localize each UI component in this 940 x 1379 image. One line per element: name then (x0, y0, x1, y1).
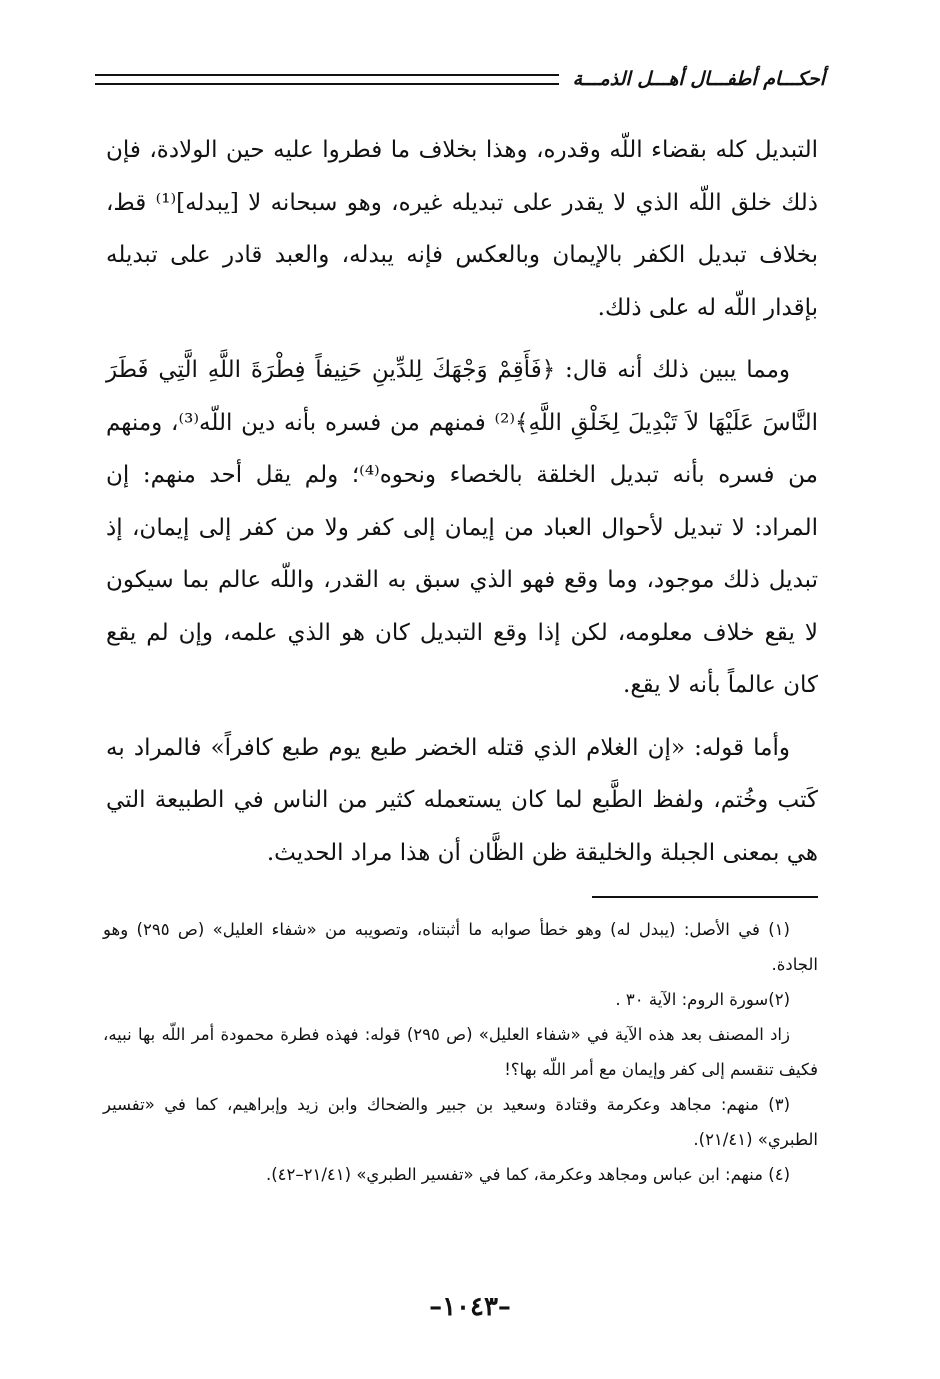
footnote-continuation: زاد المصنف بعد هذه الآية في «شفاء العليل» (ص ٢٩٥) قوله: فهذه فطرة محمودة أمر اللّه بها نبيه، فكيف تنقسم إلى كفر وإيمان مع أمر اللّه بها؟! (103, 1025, 818, 1079)
body-paragraph: ومما يبين ذلك أنه قال: ﴿فَأَقِمْ وَجْهَكَ لِلدِّينِ حَنِيفاً فِطْرَةَ اللَّهِ الَّتِي فَطَرَ النَّاسَ عَلَيْهَا لاَ تَبْدِيلَ لِخَلْقِ اللَّهِ﴾⁽²⁾ فمنهم من فسره بأنه دين اللّه⁽³⁾، ومنهم من فسره بأنه تبديل الخلقة بالخصاء ونحوه⁽⁴⁾؛ ولم يقل أحد منهم: إن المراد: لا تبديل لأحوال العباد من إيمان إلى كفر ولا من كفر إلى إيمان، إذ تبديل ذلك موجود، وما وقع فهو الذي سبق به القدر، واللّه عالم بما سيكون لا يقع خلاف معلومه، لكن إذا وقع التبديل كان هو الذي علمه، وإن لم يقع كان عالماً بأنه لا يقع. (106, 357, 818, 698)
footnotes (103, 912, 818, 1192)
footnote: (٤) منهم: ابن عباس ومجاهد وعكرمة، كما في «تفسير الطبري» (٢١/٤١–٤٢). (265, 1165, 790, 1184)
header-double-rule (95, 74, 559, 85)
body-paragraph: التبديل كله بقضاء اللّه وقدره، وهذا بخلاف ما فطروا عليه حين الولادة، فإن ذلك خلق اللّه الذي لا يقدر على تبديله غيره، وهو سبحانه لا [يبدله]⁽¹⁾ قط، بخلاف تبديل الكفر بالإيمان وبالعكس فإنه يبدله، والعبد قادر على تبديله بإقدار اللّه له على ذلك. (106, 137, 818, 321)
footnote-separator (592, 896, 818, 898)
footnote: (٢)سورة الروم: الآية ٣٠ . (615, 990, 790, 1009)
footnote: (١) في الأصل: (يبدل له) وهو خطأ صوابه ما أثبتناه، وتصويبه من «شفاء العليل» (ص ٢٩٥) وهو الجادة. (103, 920, 818, 974)
running-header (95, 64, 825, 94)
book-title: أحكـــام أطفـــال أهـــل الذمـــة (572, 68, 825, 90)
page-number: –١٠٤٣– (429, 1292, 511, 1322)
footnote: (٣) منهم: مجاهد وعكرمة وقتادة وسعيد بن جبير والضحاك وابن زيد وإبراهيم، كما في «تفسير الطبري» (٢١/٤١). (103, 1095, 818, 1149)
main-text (106, 124, 818, 889)
body-paragraph: وأما قوله: «إن الغلام الذي قتله الخضر طبع يوم طبع كافراً» فالمراد به كَتب وخُتم، ولفظ الطَّبع لما كان يستعمله كثير من الناس في الطبيعة التي هي بمعنى الجبلة والخليقة ظن الظَّان أن هذا مراد الحديث. (106, 734, 818, 866)
